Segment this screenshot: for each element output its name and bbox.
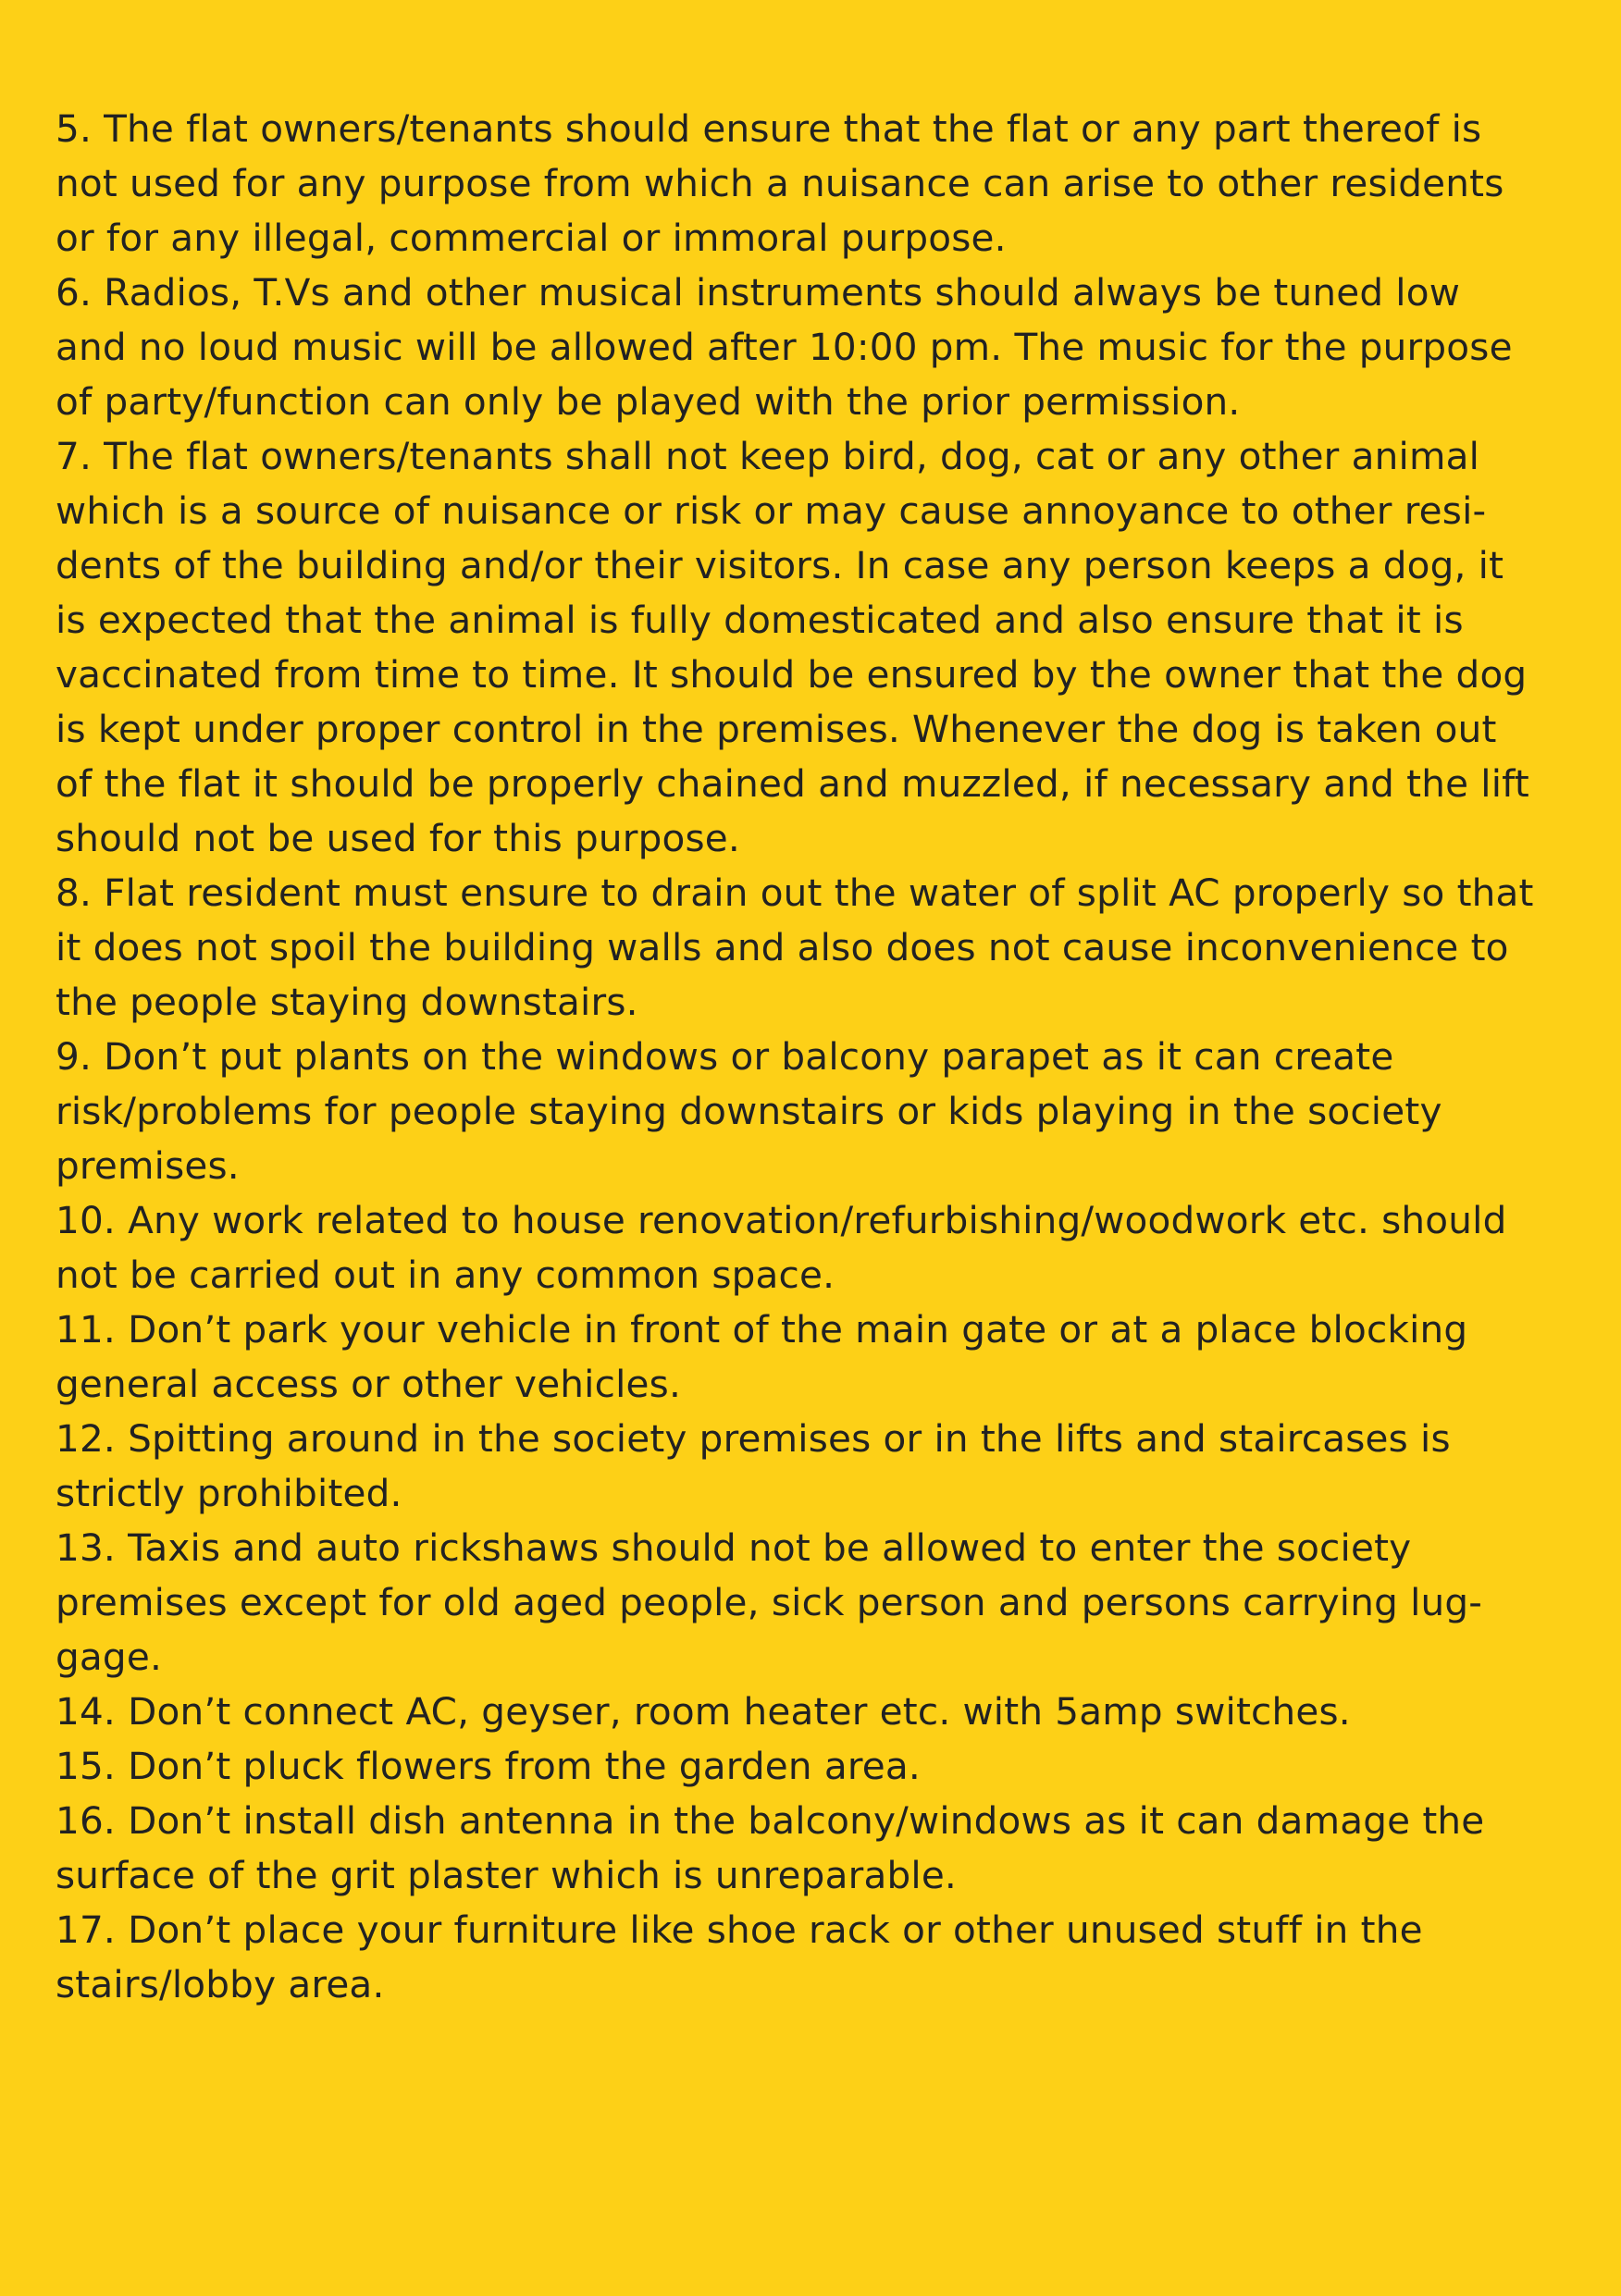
rule-line: and no loud music will be allowed after 10:00 pm. The music for the purpose [56, 325, 1513, 369]
rule-line: the people staying downstairs. [56, 980, 638, 1024]
rule-line: not used for any purpose from which a nuisance can arise to other residents [56, 161, 1504, 205]
rule-item [56, 1521, 1573, 1685]
rule-item [56, 1903, 1573, 2012]
rule-line: or for any illegal, commercial or immoral purpose. [56, 216, 1007, 260]
rule-line: gage. [56, 1635, 163, 1679]
rule-item [56, 866, 1573, 1030]
rule-item [56, 1302, 1573, 1412]
rule-line: 6. Radios, T.Vs and other musical instruments should always be tuned low [56, 270, 1461, 315]
rule-line: general access or other vehicles. [56, 1362, 682, 1406]
rule-item [56, 102, 1573, 265]
rule-item [56, 1685, 1573, 1739]
rule-line: 8. Flat resident must ensure to drain out the water of split AC properly so that [56, 870, 1534, 915]
rule-line: premises. [56, 1143, 240, 1188]
rule-line: risk/problems for people staying downstairs or kids playing in the society [56, 1089, 1442, 1133]
rule-line: 15. Don’t pluck flowers from the garden area. [56, 1744, 922, 1788]
rule-line: premises except for old aged people, sick person and persons carrying lug- [56, 1580, 1483, 1624]
rule-line: vaccinated from time to time. It should be ensured by the owner that the dog [56, 652, 1528, 697]
rule-line: of the flat it should be properly chained and muzzled, if necessary and the lift [56, 761, 1530, 806]
rule-line: 17. Don’t place your furniture like shoe rack or other unused stuff in the [56, 1907, 1423, 1952]
rule-item [56, 1193, 1573, 1302]
rule-line: 13. Taxis and auto rickshaws should not be allowed to enter the society [56, 1525, 1412, 1570]
rules-list [56, 102, 1573, 2012]
rule-line: 11. Don’t park your vehicle in front of the main gate or at a place blocking [56, 1307, 1468, 1352]
rule-line: should not be used for this purpose. [56, 816, 740, 860]
rule-line: 14. Don’t connect AC, geyser, room heater etc. with 5amp switches. [56, 1689, 1351, 1734]
rule-line: 12. Spitting around in the society premises or in the lifts and staircases is [56, 1416, 1451, 1461]
rule-line: 16. Don’t install dish antenna in the balcony/windows as it can damage the [56, 1798, 1485, 1843]
rule-line: it does not spoil the building walls and also does not cause inconvenience to [56, 925, 1509, 969]
rule-line: which is a source of nuisance or risk or may cause annoyance to other resi- [56, 488, 1487, 533]
rule-item [56, 1739, 1573, 1794]
rule-line: 10. Any work related to house renovation/refurbishing/woodwork etc. should [56, 1198, 1507, 1242]
rule-line: strictly prohibited. [56, 1471, 402, 1515]
rule-line: is kept under proper control in the premises. Whenever the dog is taken out [56, 707, 1497, 751]
rule-item [56, 1794, 1573, 1903]
rule-line: surface of the grit plaster which is unreparable. [56, 1853, 958, 1897]
rule-line: dents of the building and/or their visitors. In case any person keeps a dog, it [56, 543, 1504, 587]
rule-line: stairs/lobby area. [56, 1962, 385, 2006]
rule-line: is expected that the animal is fully domesticated and also ensure that it is [56, 598, 1464, 642]
rule-item [56, 265, 1573, 429]
rule-line: of party/function can only be played with the prior permission. [56, 379, 1241, 424]
rule-line: not be carried out in any common space. [56, 1253, 835, 1297]
rule-item [56, 1412, 1573, 1521]
rule-line: 7. The flat owners/tenants shall not keep bird, dog, cat or any other animal [56, 434, 1480, 478]
rule-item [56, 1030, 1573, 1193]
rule-line: 5. The flat owners/tenants should ensure that the flat or any part thereof is [56, 106, 1482, 151]
rule-line: 9. Don’t put plants on the windows or balcony parapet as it can create [56, 1034, 1394, 1079]
rule-item [56, 429, 1573, 866]
